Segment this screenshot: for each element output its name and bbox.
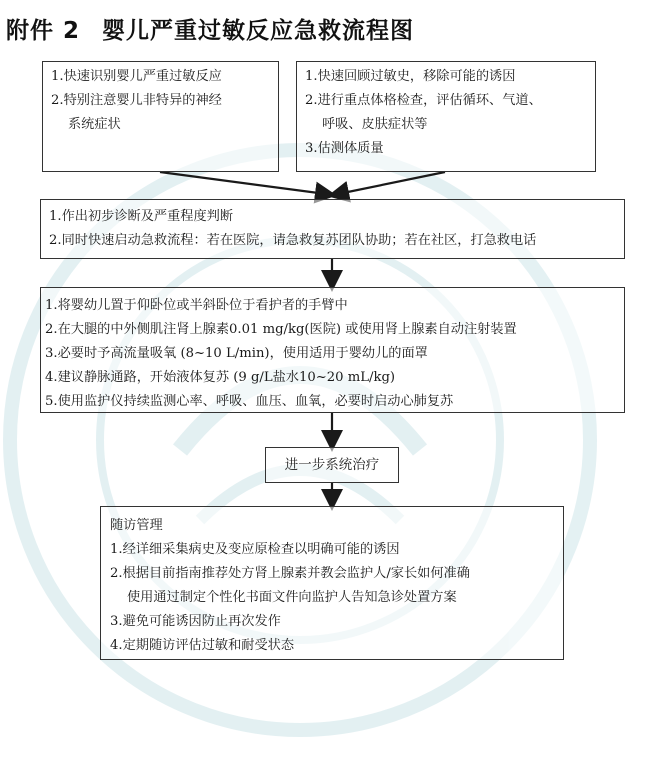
annex-label: 附件 2	[6, 17, 81, 44]
box-line: 1.作出初步诊断及严重程度判断	[49, 209, 234, 224]
connector-left	[160, 172, 326, 194]
box-line: 使用通过制定个性化书面文件向监护人告知急诊处置方案	[127, 590, 457, 605]
box-line: 1.经详细采集病史及变应原检查以明确可能的诱因	[110, 542, 400, 557]
box-line: 3.必要时予高流量吸氧 (8~10 L/min)，使用适用于婴幼儿的面罩	[45, 346, 428, 361]
box-line: 系统症状	[68, 117, 121, 132]
box-line: 4.定期随访评估过敏和耐受状态	[110, 638, 295, 653]
box-line: 2.根据目前指南推荐处方肾上腺素并教会监护人/家长如何准确	[110, 566, 470, 581]
box-line: 2.特别注意婴儿非特异的神经	[51, 93, 222, 108]
diagnosis-box	[40, 199, 625, 259]
box-line: 3.避免可能诱因防止再次发作	[110, 614, 281, 629]
connector-right	[338, 172, 445, 194]
history-review-box	[296, 61, 596, 172]
followup-heading: 随访管理	[110, 518, 163, 533]
followup-management-box	[100, 506, 564, 660]
flowchart-title: 婴儿严重过敏反应急救流程图	[102, 17, 415, 44]
recognition-box	[42, 61, 279, 172]
box-line: 1.将婴幼儿置于仰卧位或半斜卧位于看护者的手臂中	[45, 298, 348, 313]
box-line: 1.快速识别婴儿严重过敏反应	[51, 69, 222, 84]
box-line: 5.使用监护仪持续监测心率、呼吸、血压、血氧，必要时启动心肺复苏	[45, 394, 454, 409]
further-treatment-box	[265, 447, 399, 483]
box-line: 4.建议静脉通路，开始液体复苏 (9 g/L盐水10~20 mL/kg)	[45, 370, 396, 385]
box-line: 3.估测体质量	[305, 141, 384, 156]
box-line: 2.在大腿的中外侧肌注肾上腺素0.01 mg/kg(医院) 或使用肾上腺素自动注射装置	[45, 322, 517, 337]
box-line: 1.快速回顾过敏史，移除可能的诱因	[305, 69, 516, 84]
box-line: 呼吸、皮肤症状等	[322, 117, 428, 132]
further-treatment-label: 进一步系统治疗	[284, 457, 380, 473]
box-line: 2.进行重点体格检查，评估循环、气道、	[305, 93, 542, 108]
box-line: 2.同时快速启动急救流程：若在医院，请急救复苏团队协助；若在社区，打急救电话	[49, 233, 537, 248]
emergency-treatment-box	[40, 287, 625, 413]
